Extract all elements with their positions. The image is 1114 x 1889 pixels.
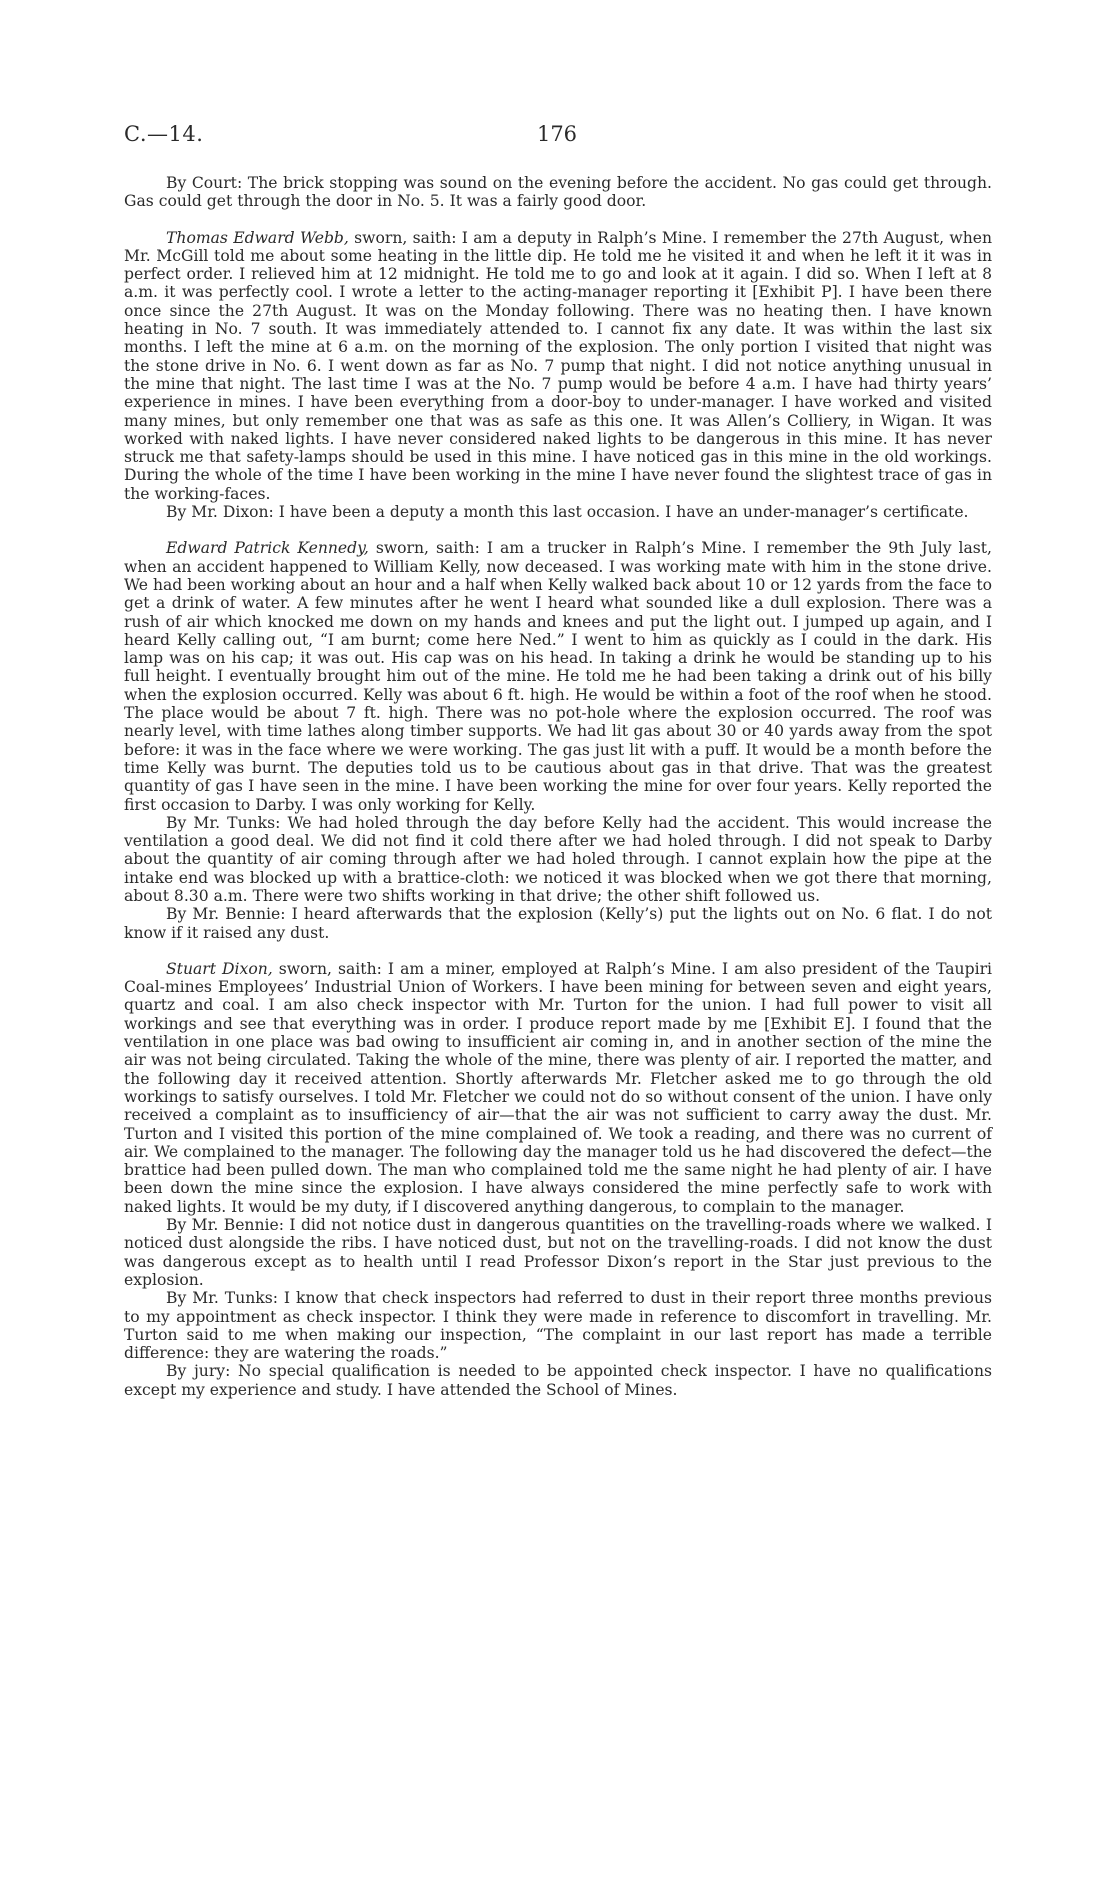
paragraph-by-mr-bennie-2: By Mr. Bennie: I did not notice dust in dangerous quantities on the travelling-roads where we walked. I noticed dust alongside the ribs. I have noticed dust, but not on the travelling-roads. I did not know the dust was dangerous except as to health until I read Professor Dixon’s report in the Star just previous to the explosion.	[124, 1216, 992, 1289]
paragraph-by-mr-tunks: By Mr. Tunks: We had holed through the day before Kelly had the accident. This would increase the ventilation a good deal. We did not find it cold there after we had holed through. I did not speak to Darby about the quantity of air coming through after we had holed through. I cannot explain how the pipe at the intake end was blocked up with a brattice-cloth: we noticed it was blocked when we got there that morning, about 8.30 a.m. There were two shifts working in that drive; the other shift followed us.	[124, 813, 992, 905]
paragraph-by-court: By Court: The brick stopping was sound on the evening before the accident. No gas could get through. Gas could get through the door in No. 5. It was a fairly good door.	[124, 174, 992, 211]
witness-name: Thomas Edward Webb,	[166, 228, 349, 247]
page-number: 176	[536, 122, 578, 146]
paragraph-webb-testimony: Thomas Edward Webb, sworn, saith: I am a deputy in Ralph’s Mine. I remember the 27th August, when Mr. McGill told me about some heating in the little dip. He told me he visited it and when he left it it was in perfect order. I relieved him at 12 midnight. He told me to go and look at it again. I did so. When I left at 8 a.m. it was perfectly cool. I wrote a letter to the acting-manager reporting it [Exhibit P]. I have been there once since the 27th August. It was on the Monday following. There was no heating then. I have known heating in No. 7 south. It was immediately attended to. I cannot fix any date. It was within the last six months. I left the mine at 6 a.m. on the morning of the explosion. The only portion I visited that night was the stone drive in No. 6. I went down as far as No. 7 pump that night. I did not notice anything unusual in the mine that night. The last time I was at the No. 7 pump would be before 4 a.m. I have had thirty years’ experience in mines. I have been everything from a door-boy to under-manager. I have worked and visited many mines, but only remember one that was as safe as this one. It was Allen’s Colliery, in Wigan. It was worked with naked lights. I have never considered naked lights to be dangerous in this mine. It has never struck me that safety-lamps should be used in this mine. I have noticed gas in this mine in the old workings. During the whole of the time I have been working in the mine I have never found the slightest trace of gas in the working-faces.	[124, 228, 993, 503]
paragraph-by-mr-tunks-2: By Mr. Tunks: I know that check inspectors had referred to dust in their report three months previous to my appointment as check inspector. I think they were made in reference to discomfort in travelling. Mr. Turton said to me when making our inspection, “The complaint in our last report has made a terrible difference: they are watering the roads.”	[124, 1289, 992, 1363]
paragraph-kennedy-testimony: Edward Patrick Kennedy, sworn, saith: I am a trucker in Ralph’s Mine. I remember the 9th July last, when an accident happened to William Kelly, now deceased. I was working mate with him in the stone drive. We had been working about an hour and a half when Kelly walked back about 10 or 12 yards from the face to get a drink of water. A few minutes after he went I heard what sounded like a dull explosion. There was a rush of air which knocked me down on my hands and knees and put the light out. I jumped up again, and I heard Kelly calling out, “I am burnt; come here Ned.” I went to him as quickly as I could in the dark. His lamp was on his cap; it was out. His cap was on his head. In taking a drink he would be standing up to his full height. I eventually brought him out of the mine. He told me he had been taking a drink out of his billy when the explosion occurred. Kelly was about 6 ft. high. He would be within a foot of the roof when he stood. The place would be about 7 ft. high. There was no pot-hole where the explosion occurred. The roof was nearly level, with time lathes along timber supports. We had lit gas about 30 or 40 yards away from the spot before: it was in the face where we were working. The gas just lit with a puff. It would be a month before the time Kelly was burnt. The deputies told us to be cautious about gas in that drive. That was the greatest quantity of gas I have seen in the mine. I have been working the mine for over four years. Kelly reported the first occasion to Darby. I was only working for Kelly.	[124, 539, 992, 814]
paragraph-by-mr-bennie: By Mr. Bennie: I heard afterwards that the explosion (Kelly’s) put the lights out on No. 6 flat. I do not know if it raised any dust.	[124, 905, 992, 942]
document-body	[124, 174, 992, 1399]
witness-name: Edward Patrick Kennedy,	[166, 539, 369, 558]
document-reference: C.—14.	[124, 122, 204, 146]
paragraph-dixon-testimony: Stuart Dixon, sworn, saith: I am a miner, employed at Ralph’s Mine. I am also president of the Taupiri Coal-mines Employees’ Industrial Union of Workers. I have been mining for between seven and eight years, quartz and coal. I am also check inspector with Mr. Turton for the union. I had full power to visit all workings and see that everything was in order. I produce report made by me [Exhibit E]. I found that the ventilation in one place was bad owing to insufficient air coming in, and in another section of the mine the air was not being circulated. Taking the whole of the mine, there was plenty of air. I reported the matter, and the following day it received attention. Shortly afterwards Mr. Fletcher asked me to go through the old workings to satisfy ourselves. I told Mr. Fletcher we could not do so without consent of the union. I have only received a complaint as to insufficiency of air—that the air was not sufficient to carry away the dust. Mr. Turton and I visited this portion of the mine complained of. We took a reading, and there was no current of air. We complained to the manager. The following day the manager told us he had discovered the defect—the brattice had been pulled down. The man who complained told me the same night he had plenty of air. I have been down the mine since the explosion. I have always considered the mine perfectly safe to work with naked lights. It would be my duty, if I discovered anything dangerous, to complain to the manager.	[124, 959, 993, 1216]
witness-name: Stuart Dixon,	[166, 959, 273, 978]
paragraph-by-mr-dixon: By Mr. Dixon: I have been a deputy a month this last occasion. I have an under-manager’s certificate.	[166, 503, 969, 522]
paragraph-by-jury: By jury: No special qualification is needed to be appointed check inspector. I have no qualifications except my experience and study. I have attended the School of Mines.	[124, 1362, 992, 1399]
